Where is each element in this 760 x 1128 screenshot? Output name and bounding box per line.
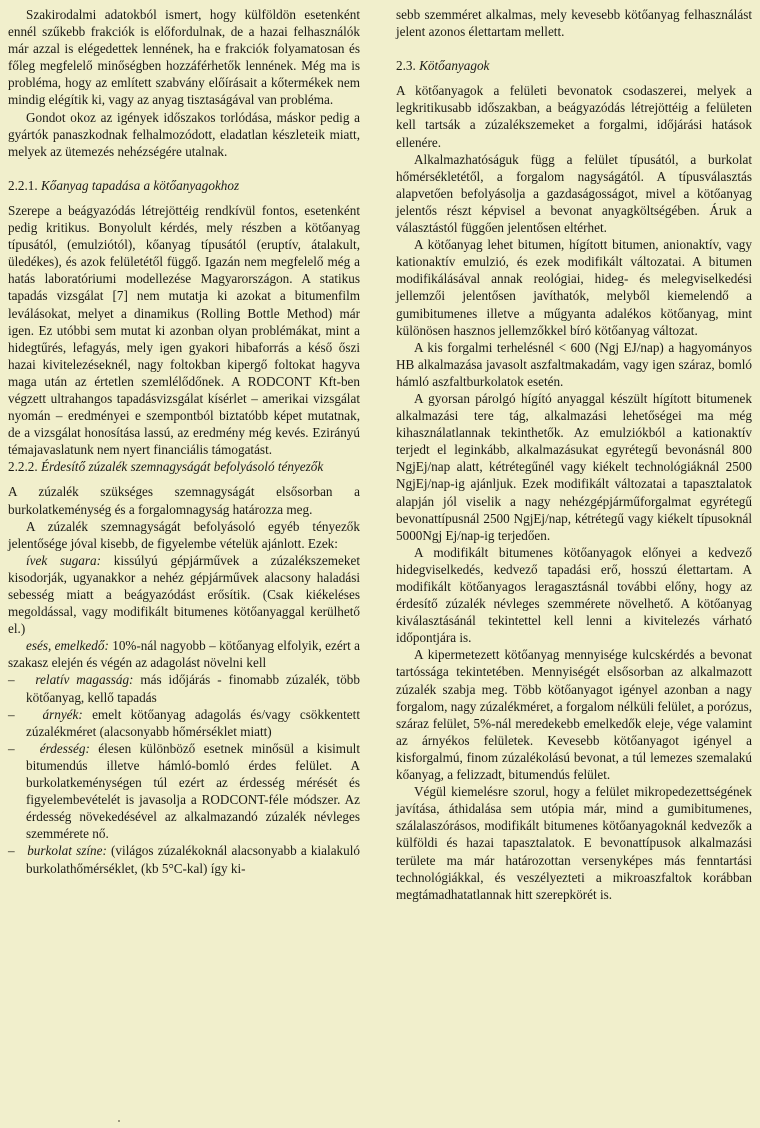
factor-label: relatív magasság:: [35, 672, 134, 688]
factor-label: burkolat színe:: [27, 843, 107, 859]
factor-text: emelt kötőanyag adagolás és/vagy csökkentett zúzalékméret (alacsonyabb hőmérséklet miatt): [26, 706, 360, 739]
section-heading-2-2-2: [8, 458, 360, 475]
paragraph: A gyorsan párolgó hígító anyaggal készült hígított bitumenek alkalmazási tere tág, alkalmazási lehetőségei ma még kihasználatlannak tekinthetők. Az emulziókból a kationaktív terjedt el leginkább, alkalmazásukat egyrétegű bevonásnál 800 NgjEj/nap alatt, kétrétegűnél vagy kiékelt technológiáknál 2500 NgjEj/nap-ig ajánljuk. Ezek modifikált változatai a tapasztalatok alapján jól viselik a nagy nehézgépjárműforgalmat egyrétegű bevonattípusnál 2500 NgjEj/nap, kétrétegű vagy kiékelt típusoknál 5000Ngj Ej/nap-ig terjedően.: [396, 390, 752, 543]
factor-label: ívek sugara:: [26, 552, 102, 568]
factor-item: [8, 671, 360, 705]
paragraph: Alkalmazhatóságuk függ a felület típusától, a burkolat hőmérsékletétől, a forgalom nagyságától. A típusválasztás alapvetően befolyásolja a gazdaságosságot, mivel a kötőanyag jelentős részt képvisel a bevonat anyagköltségében. Áruk a választástól függően jelentősen eltérhet.: [396, 151, 752, 236]
dash-bullet: –: [8, 843, 15, 859]
factor-item: [8, 842, 360, 876]
section-title: Érdesítő zúzalék szemnagyságát befolyásoló tényezők: [40, 459, 324, 475]
factor-item: [8, 706, 360, 740]
paragraph: Szakirodalmi adatokból ismert, hogy külföldön esetenként ennél szűkebb frakciók is előfordulnak, de a hazai felhasználók már azzal is elégedettek lennének, ha e frakciók folyamatosan és főleg megfelelő minőségben hozzáférhetők lennének. Még ma is probléma, hogy az említett szabvány előírásait a kőtermékek nem mindig elégítik ki, vagy az anyag tisztaságával van probléma.: [8, 7, 360, 108]
factor-item: [8, 552, 360, 637]
paragraph: Szerepe a beágyazódás létrejöttéig rendkívül fontos, esetenként pedig kritikus. Bonyolult kérdés, mely részben a kötőanyag típusától, (emulziótól), kőanyag típusától (eruptív, átalakult, üledékes), és azok felületétől függő. Igazán nem megfelelő még a hatás laboratóriumi modellezése Magyarországon. A statikus tapadás vizsgálat [7] nem mutatja ki azokat a bitumenfilm leválásokat, melyet a dinamikus (Rolling Bottle Method) már igen. Ez utóbbi sem mutat ki azonban olyan problémákat, mint a hidegtűrés, lefagyás, mely igen gyakori hibaforrás a késő őszi hazai kivitelezéseknél, nagy foltokban kipergő foltokat hagyva maga után az értetlen szemlélődőnek. A RODCONT Kft-ben végzett ultrahangos tapadásvizsgálat kísérlet – amerikai vizsgálat nyomán – eredményei e szempontból biztatóbb képet mutatnak, de a vizsgálat honosítása lassú, az eredmény még kevés. Ezirányú témajavaslatunk nem nyert financiális támogatást.: [8, 202, 360, 458]
paragraph: A kötőanyagok a felületi bevonatok csodaszerei, melyek a legkritikusabb időszakban, a beágyazódás létrejöttéig a felületen kell tartsák a zúzalékszemeket a forgalmi, időjárási hatások ellenére.: [396, 83, 752, 150]
dash-bullet: –: [8, 740, 15, 756]
right-column: [396, 6, 752, 903]
factor-label: esés, emelkedő:: [26, 638, 109, 654]
factor-text: (világos zúzalékoknál alacsonyabb a kialakuló burkolathőmérséklet, (kb 5°C-kal) így ki-: [26, 843, 360, 876]
paragraph: sebb szemméret alkalmas, mely kevesebb kötőanyag felhasználást jelent azonos élettartam mellett.: [396, 7, 752, 40]
dash-bullet: –: [8, 672, 15, 688]
factor-label: érdesség:: [39, 740, 90, 756]
factor-item: [8, 637, 360, 671]
factor-text: élesen különböző esetnek minősül a kisimult bitumendús illetve hámló-bomló érdes felület. A burkolatkeménységen túl ezért az érdesség mérését és figyelembevételét is javasolja a RODCONT-féle módszer. Az érdesség növekedésével az alkalmazandó zúzalék névleges szemmérete nő.: [26, 740, 360, 842]
paragraph: A zúzalék szemnagyságát befolyásoló egyéb tényezők jelentősége jóval kisebb, de figyelembe vételük ajánlott. Ezek:: [8, 518, 360, 551]
paragraph: A kis forgalmi terhelésnél < 600 (Ngj EJ/nap) a hagyományos HB alkalmazása javasolt aszfaltmakadám, vagy igen száraz, bomló hámló aszfaltburkolatok esetén.: [396, 339, 752, 389]
section-number: 2.3.: [396, 58, 416, 74]
paragraph: A zúzalék szükséges szemnagyságát elsősorban a burkolatkeménység és a forgalomnagyság határozza meg.: [8, 484, 360, 517]
factor-label: árnyék:: [42, 706, 83, 722]
factor-text: 10%-nál nagyobb – kötőanyag elfolyik, ezért a szakasz elején és végén az adagolást növelni kell: [8, 638, 360, 671]
dash-bullet: –: [8, 706, 15, 722]
section-heading-2-2-1: [8, 177, 360, 194]
section-heading-2-3: [396, 57, 752, 74]
scan-speck: [118, 1120, 120, 1122]
paragraph: Gondot okoz az igények időszakos torlódása, máskor pedig a gyártók panaszkodnak felhalmozódott, eladatlan készleteik miatt, melyek az ütemezés nehézségére utalnak.: [8, 109, 360, 159]
section-number: 2.2.1.: [8, 177, 38, 193]
paragraph: Végül kiemelésre szorul, hogy a felület mikropedezettségének javítása, áthidalása sem utópia már, mind a gumibitumenes, szálalaszórásos, modifikált bitumenes kötőanyagoknál kedvezők a külföldi és hazai tapasztalatok. E bevonattípusok alkalmazási területe ma már határozottan versenyképes más fenntartási technológiákkal, és veszélyezteti a mikroaszfaltok korábban megtámadhatatlannak hitt szerepkörét is.: [396, 784, 752, 902]
section-number: 2.2.2.: [8, 459, 38, 475]
factor-text: kissúlyú gépjárművek a zúzalékszemeket kisodorják, ugyanakkor a nehéz gépjárművek alacsony haladási sebesség miatt a beágyazódást erősítik. (Csak kiékeléses megoldással, vagy modifikált bitumenes kötőanyaggal kerülhető el.): [8, 552, 360, 637]
factor-item: [8, 740, 360, 843]
paragraph: A kipermetezett kötőanyag mennyisége kulcskérdés a bevonat tartóssága tekintetében. Mennyiségét elsősorban az alkalmazott zúzalék szabja meg. Több kötőanyagot igényel azonban a nagy forgalom, nagy zúzalékméret, a forgalom nélküli felület, a porózus, száraz felület, 5%-nál meredekebb emelkedők eleje, vége valamint az árnyékos felületek. Kevesebb kötőanyagot igényel a kisforgalmú, finom zúzalékolású bevonat, a túl lemezes szemalakú kőanyag, a felizzadt, bitumendús felület.: [396, 647, 752, 783]
paragraph: A modifikált bitumenes kötőanyagok előnyei a kedvező hidegviselkedés, kedvező tapadási erő, hosszú élettartam. A modifikált kötőanyagos leragasztásnál további előny, hogy az érdesítő zúzalék névleges szemmérete növelhető. A kötőanyag kiválasztásánál tekintettel kell lenni a kivitelezés várható időpontjára is.: [396, 544, 752, 646]
factor-text: más időjárás - finomabb zúzalék, több kötőanyag, kellő tapadás: [26, 672, 360, 705]
section-title: Kötőanyagok: [419, 58, 490, 74]
left-column: [8, 6, 360, 877]
paragraph: A kötőanyag lehet bitumen, hígított bitumen, anionaktív, vagy kationaktív emulzió, és ezek modifikált változatai. A bitumen modifikálásával annak reológiai, hideg- és melegviselkedési jellemzői jelentősen javíthatók, melyből kiemelendő a gumibitumenes illetve a műgyantа adalékos kötőanyag, mint különösen hasznos jellemzőkkel bíró kötőanyag változat.: [396, 237, 752, 338]
section-title: Kőanyag tapadása a kötőanyagokhoz: [40, 177, 240, 193]
